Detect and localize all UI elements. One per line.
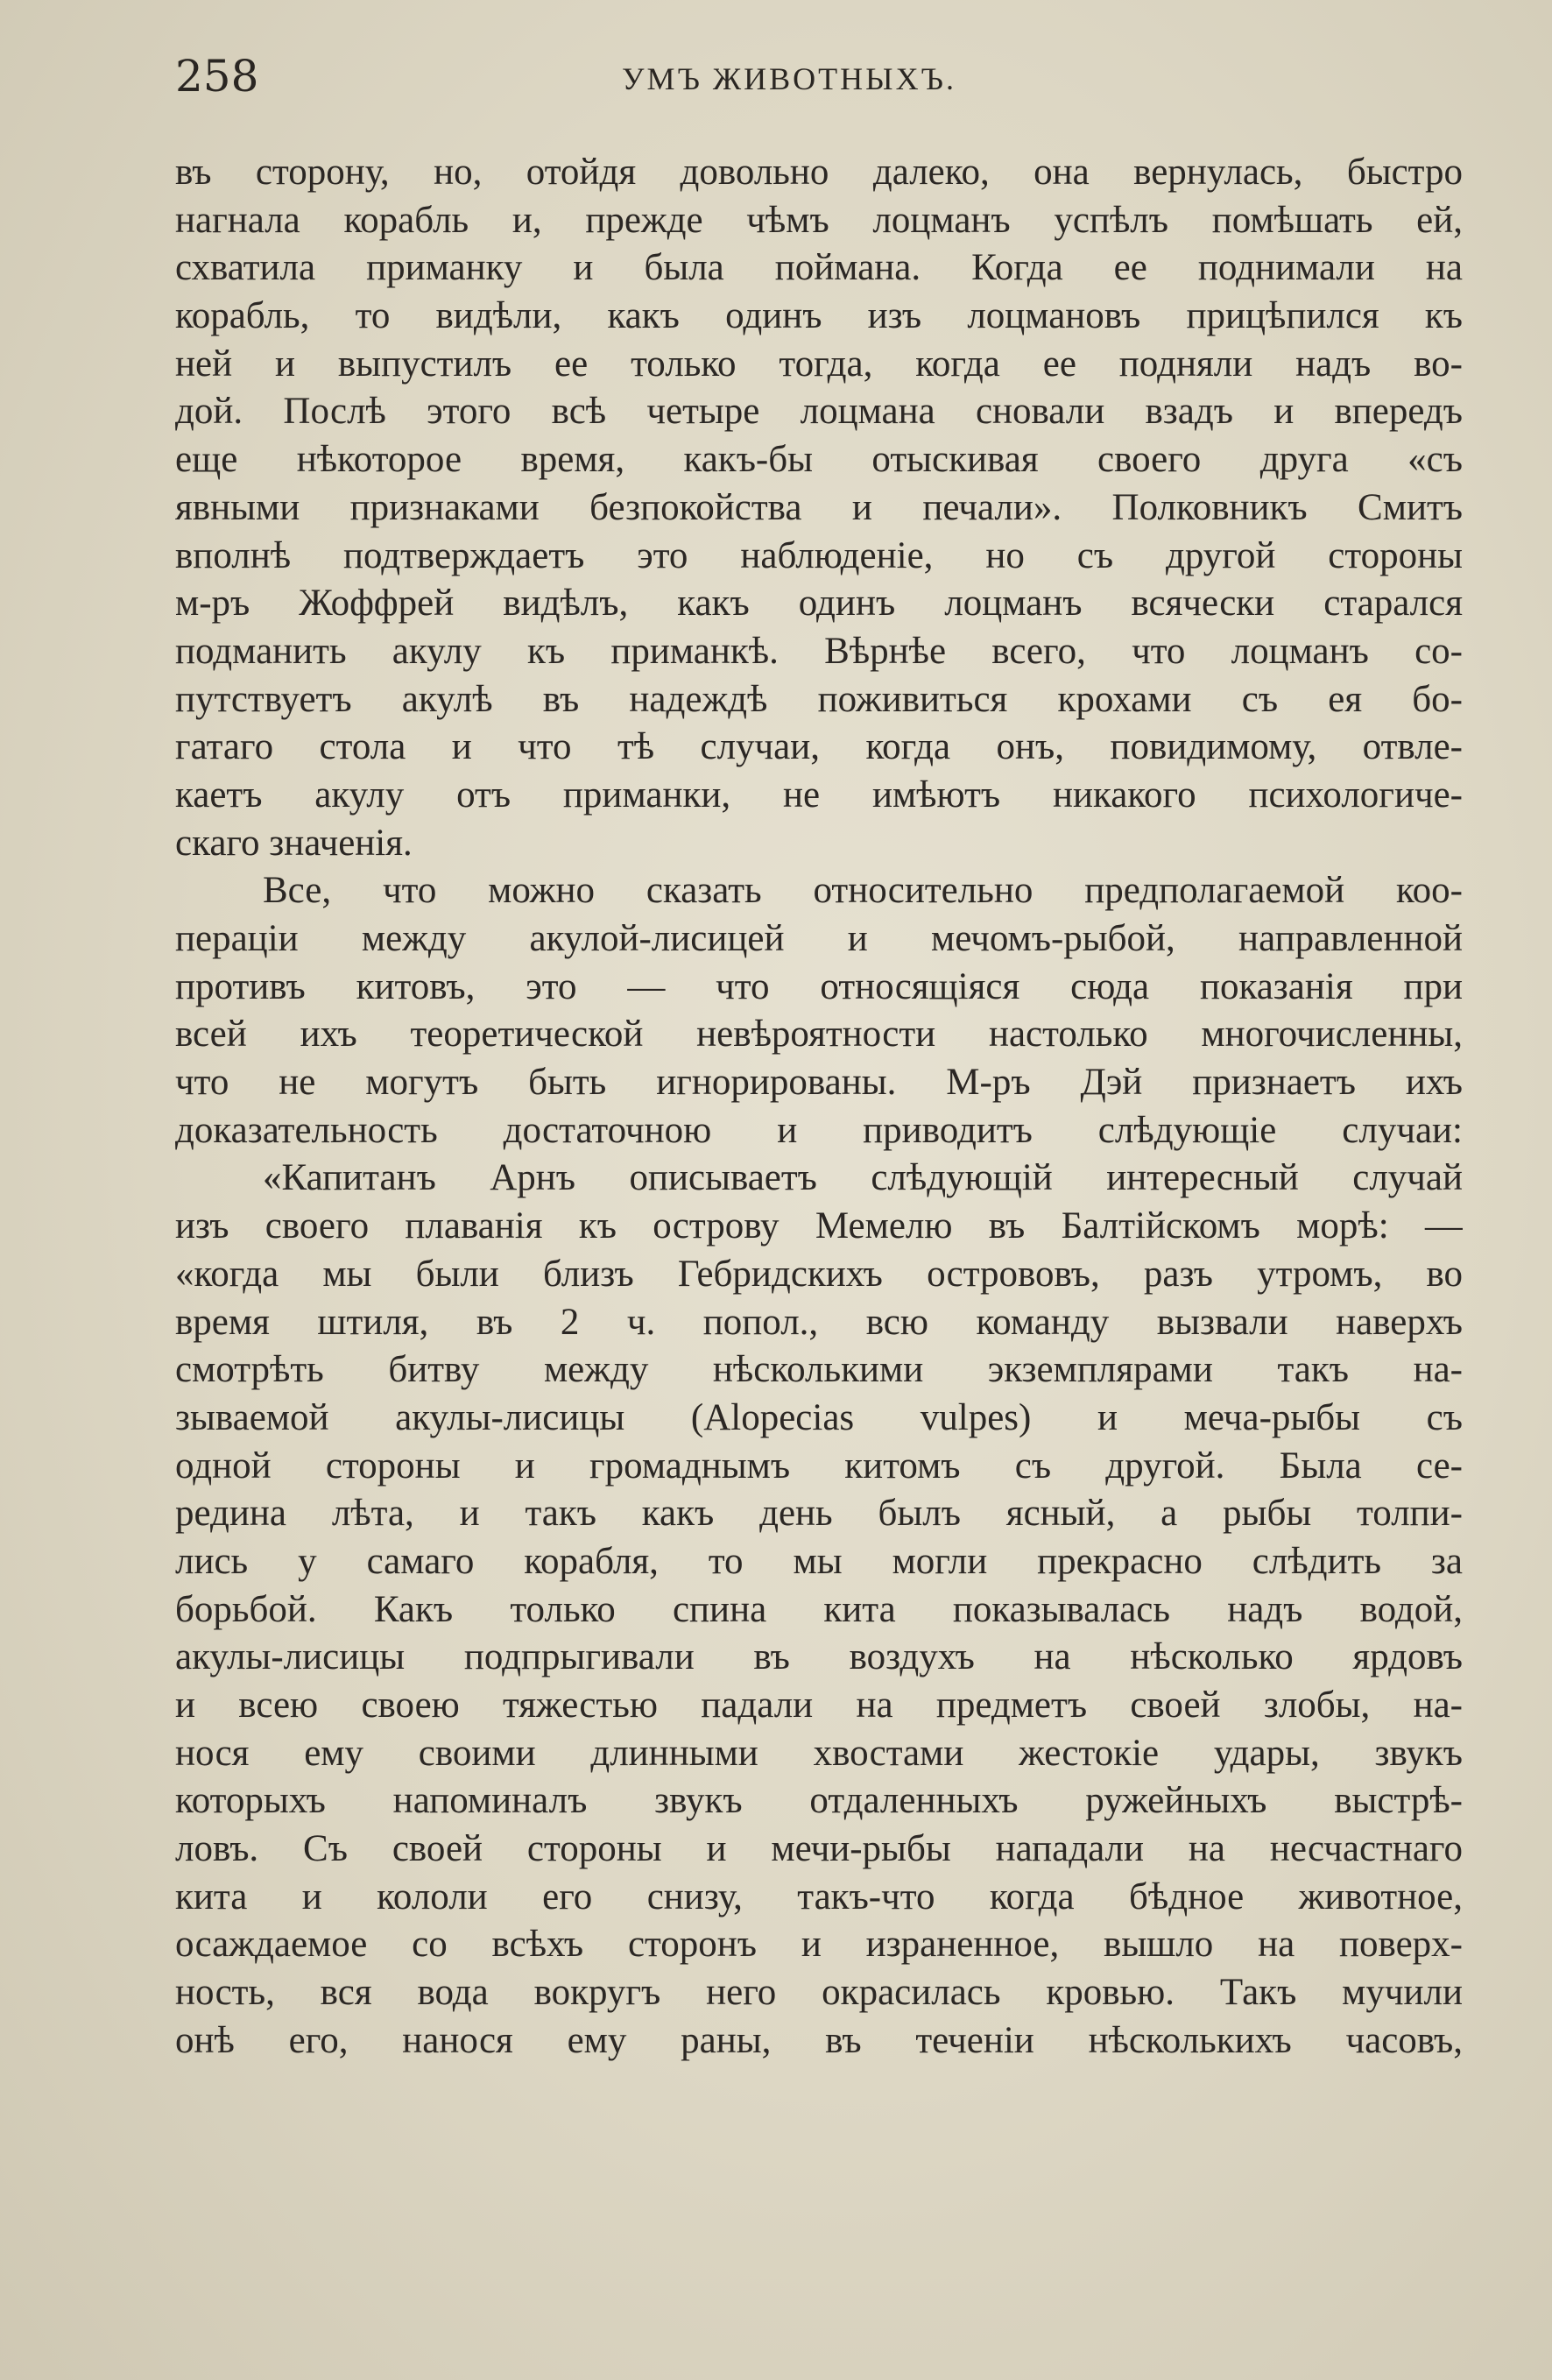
text-line: еще нѣкоторое время, какъ-бы отыскивая своего друга «съ [175,439,1463,481]
text-line: «когда мы были близъ Гебридскихъ острововъ, разъ утромъ, во [175,1253,1463,1295]
text-line: гатаго стола и что тѣ случаи, когда онъ, повидимому, отвле- [175,726,1463,768]
text-line: всей ихъ теоретической невѣроятности настолько многочисленны, [175,1013,1463,1056]
text-line: изъ своего плаванія къ острову Мемелю въ Балтійскомъ морѣ: — [175,1205,1463,1247]
page-number: 258 [175,51,259,102]
text-line: ность, вся вода вокругъ него окрасилась кровью. Такъ мучили [175,1972,1463,2014]
paragraph-end-line: скаго значенія. [175,822,413,864]
text-line: дой. Послѣ этого всѣ четыре лоцмана сновали взадъ и впередъ [175,391,1463,433]
text-line: м-ръ Жоффрей видѣлъ, какъ одинъ лоцманъ всячески старался [175,583,1463,625]
text-line: лись у самаго корабля, то мы могли прекрасно слѣдить за [175,1540,1463,1582]
text-line: пераціи между акулой-лисицей и мечомъ-рыбой, направленной [175,918,1463,959]
text-line: подманить акулу къ приманкѣ. Вѣрнѣе всего, что лоцманъ со- [175,630,1463,672]
text-line: ней и выпустилъ ее только тогда, когда ее подняли надъ во- [175,343,1463,385]
text-line: противъ китовъ, это — что относящіяся сюда показанія при [175,965,1463,1007]
text-line: нагнала корабль и, прежде чѣмъ лоцманъ успѣлъ помѣшать ей, [175,199,1463,241]
text-line: которыхъ напоминалъ звукъ отдаленныхъ ружейныхъ выстрѣ- [175,1780,1463,1822]
text-line: явными признаками безпокойства и печали». Полковникъ Смитъ [175,486,1463,528]
paragraph-end-line: доказательность достаточною и приводитъ слѣдующіе случаи: [175,1109,1463,1151]
text-line: и всею своею тяжестью падали на предметъ своей злобы, на- [175,1684,1463,1726]
text-line: осаждаемое со всѣхъ сторонъ и израненное, вышло на поверх- [175,1924,1463,1966]
text-line: борьбой. Какъ только спина кита показывалась надъ водой, [175,1588,1463,1630]
text-line: акулы-лисицы подпрыгивали въ воздухъ на нѣсколько ярдовъ [175,1636,1463,1678]
text-line: нося ему своими длинными хвостами жестокіе удары, звукъ [175,1732,1463,1774]
text-line: редина лѣта, и такъ какъ день былъ ясный, а рыбы толпи- [175,1493,1463,1535]
text-line: въ сторону, но, отойдя довольно далеко, она вернулась, быстро [175,152,1463,193]
text-line: онѣ его, нанося ему раны, въ теченіи нѣсколькихъ часовъ, [175,2019,1463,2061]
text-line: схватила приманку и была поймана. Когда ее поднимали на [175,247,1463,289]
text-line: время штиля, въ 2 ч. попол., всю команду вызвали наверхъ [175,1301,1463,1343]
body-text [175,149,1463,2066]
text-line: зываемой акулы-лисицы (Alopecias vulpes) и меча-рыбы съ [175,1396,1463,1438]
text-line: что не могутъ быть игнорированы. М-ръ Дэй признаетъ ихъ [175,1062,1463,1104]
running-head: УМЪ ЖИВОТНЫХЪ. [622,61,956,96]
text-line: кита и кололи его снизу, такъ-что когда бѣдное животное, [175,1875,1463,1917]
text-line: корабль, то видѣли, какъ одинъ изъ лоцмановъ прицѣпился къ [175,295,1463,337]
text-line: путствуетъ акулѣ въ надеждѣ поживиться крохами съ ея бо- [175,678,1463,720]
text-line: смотрѣть битву между нѣсколькими экземплярами такъ на- [175,1349,1463,1391]
paragraph-start-line: «Капитанъ Арнъ описываетъ слѣдующій интересный случай [263,1157,1463,1199]
text-line: одной стороны и громаднымъ китомъ съ другой. Была се- [175,1444,1463,1487]
text-line: ловъ. Съ своей стороны и мечи-рыбы нападали на несчастнаго [175,1828,1463,1870]
text-line: вполнѣ подтверждаетъ это наблюденіе, но съ другой стороны [175,534,1463,576]
text-line: каетъ акулу отъ приманки, не имѣютъ никакого психологиче- [175,773,1463,816]
paragraph-start-line: Все, что можно сказать относительно предполагаемой коо- [263,870,1463,912]
